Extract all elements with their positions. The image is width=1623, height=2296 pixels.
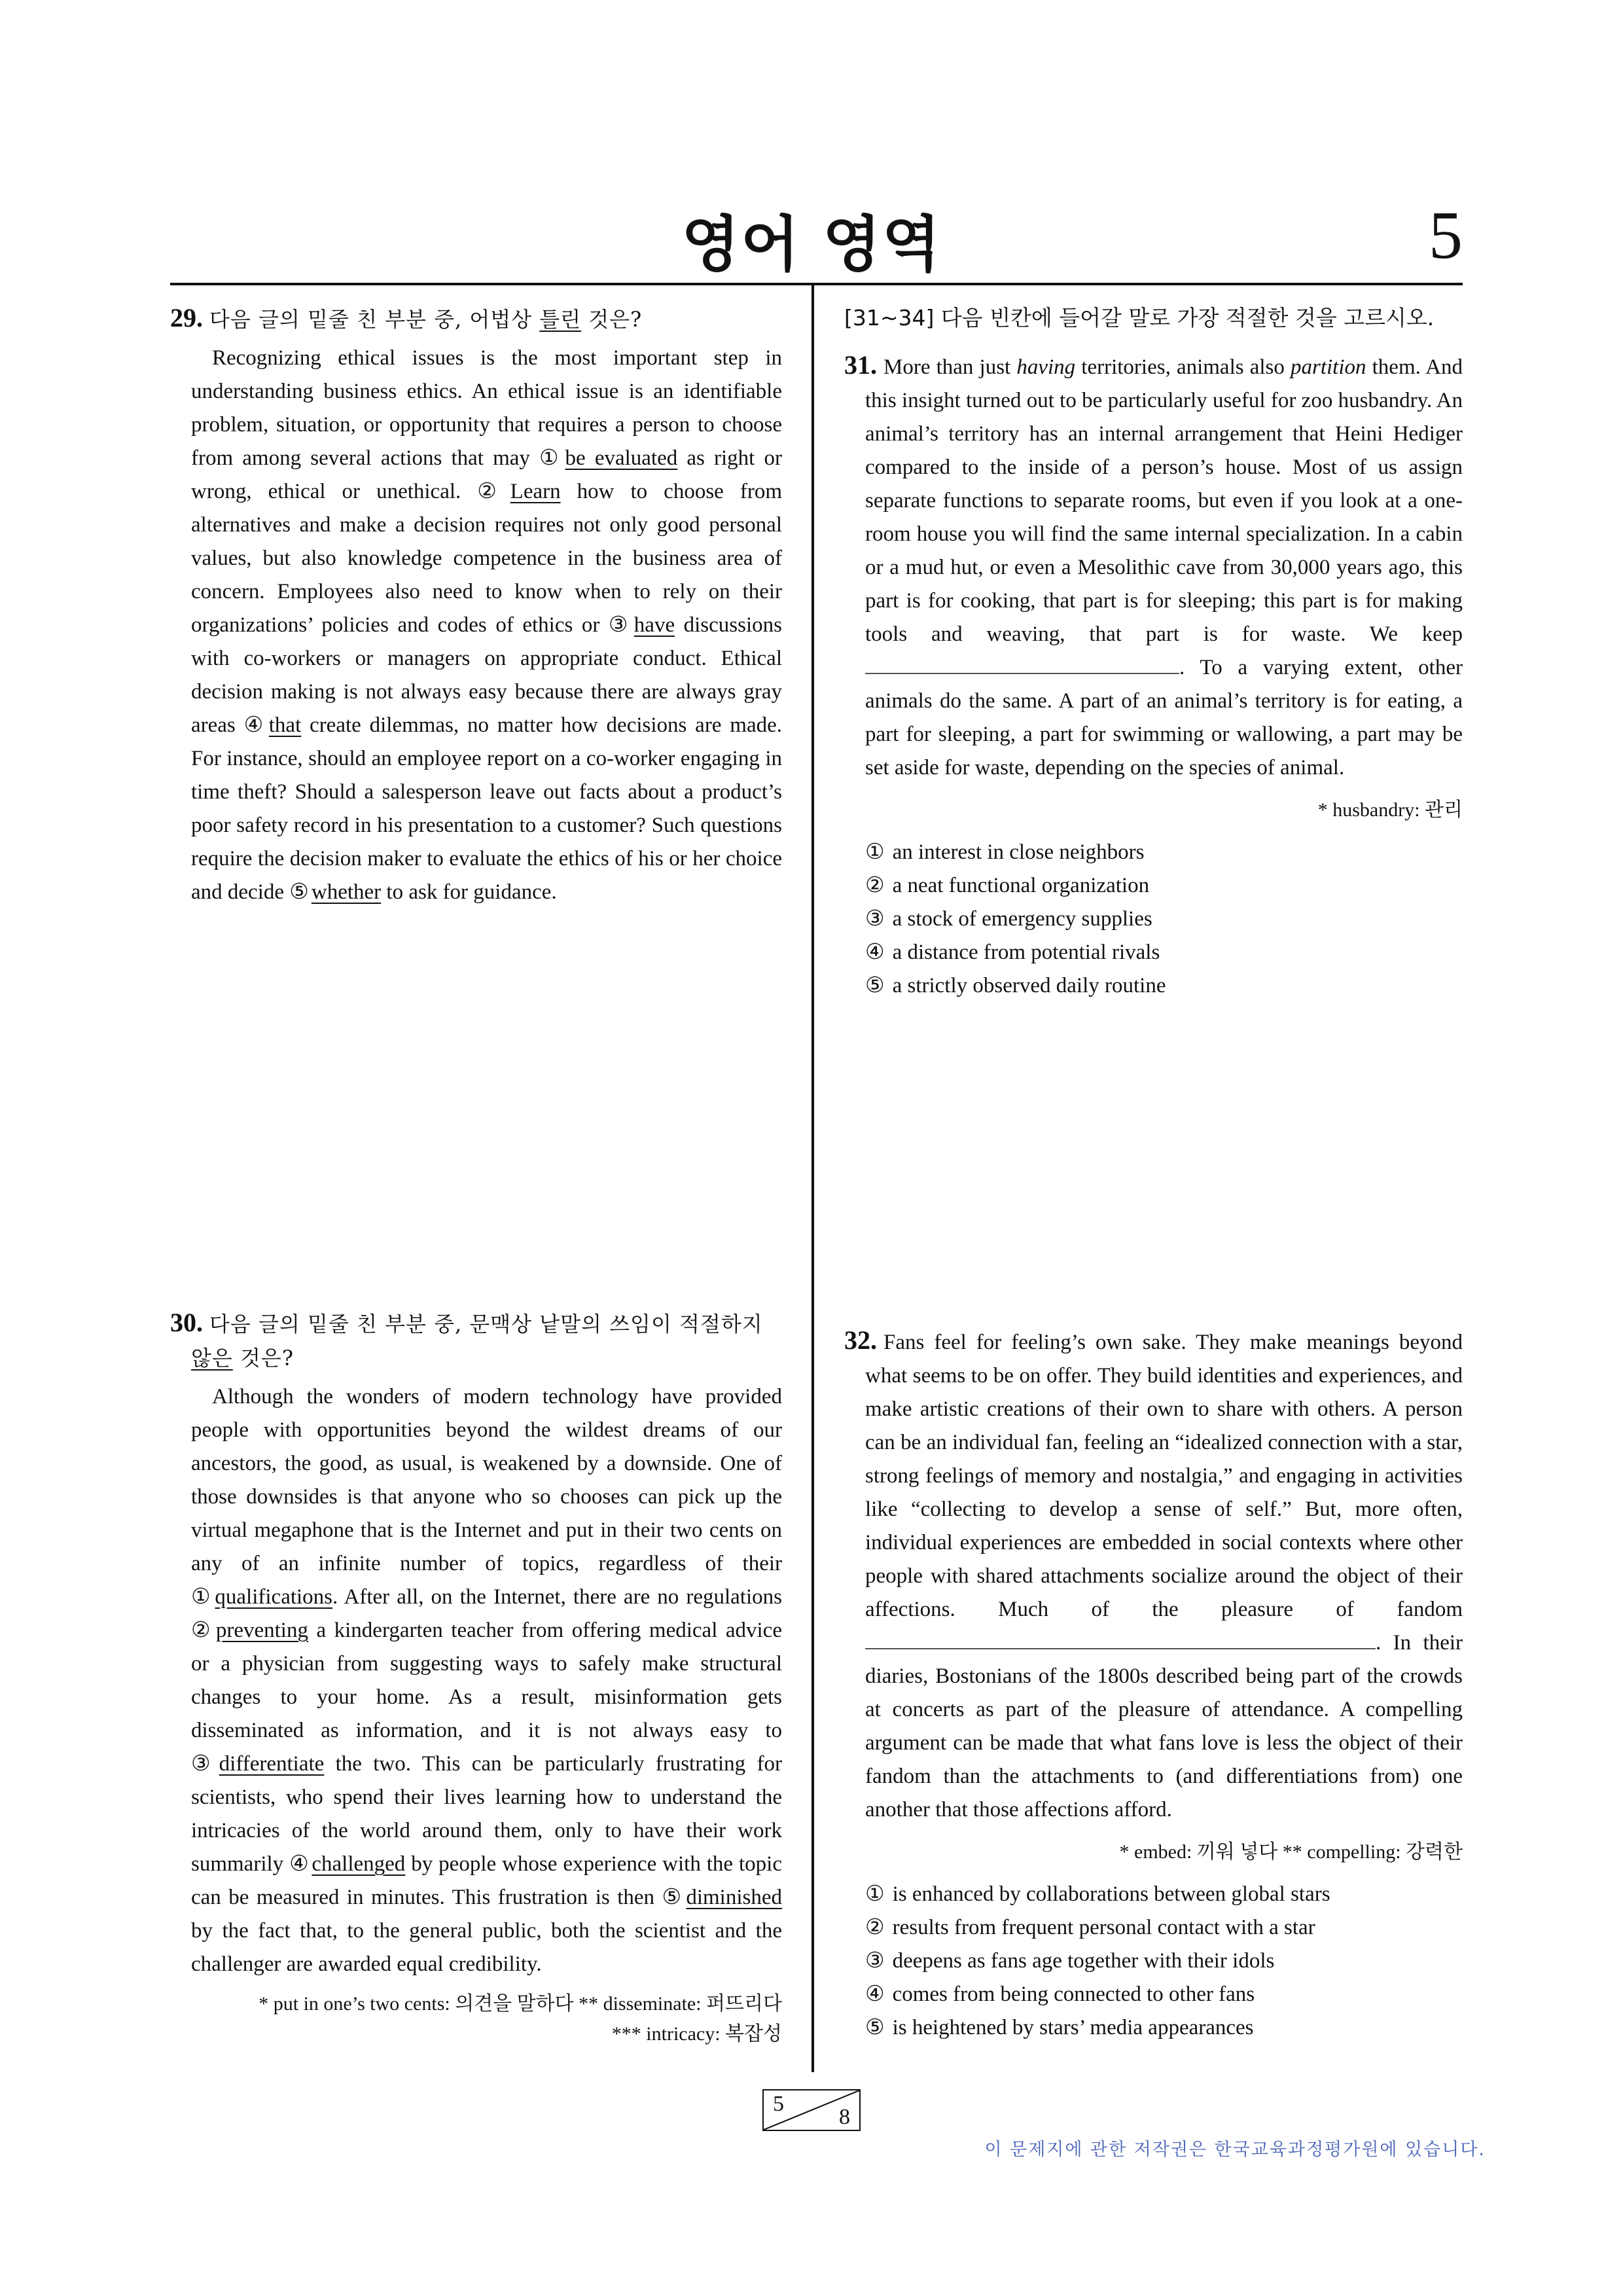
underlined-choice: whether xyxy=(311,880,382,904)
underlined-choice: preventing xyxy=(215,1619,308,1642)
question-29 xyxy=(170,301,782,909)
option-5[interactable]: ⑤ is heightened by stars’ media appearances xyxy=(865,2016,1254,2039)
underlined-choice: diminished xyxy=(686,1886,783,1909)
question-31-number: 31. xyxy=(844,350,877,380)
header-divider xyxy=(170,283,1463,285)
exam-section-title: 영어 영역 xyxy=(681,209,942,279)
underlined-choice: challenged xyxy=(312,1852,406,1876)
question-30-passage: Although the wonders of modern technology have provided people with opportunities beyond the wildest dreams of our ancestors, the good, as usual, is weakened by a downside. One of those downsides is that anyone who so chooses can pick up the virtual megaphone that is the Internet and put in their two cents on any of an infinite number of topics, regardless of their ① qualifications. After all, on the Internet, there are no regulations ② preventing a kindergarten teacher from offering medical advice or a physician from suggesting ways to safely make structural changes to your home. As a result, misinformation gets disseminated as information, and it is not always easy to ③ differentiate the two. This can be particularly frustrating for scientists, who spend their lives learning how to understand the intricacies of the world around them, only to have their work summarily ④ challenged by people whose experience with the topic can be measured in minutes. This frustration is then ⑤ diminished by the fact that, to the general public, both the scientist and the challenger are awarded equal credibility. xyxy=(191,1385,783,1976)
option-3[interactable]: ③ a stock of emergency supplies xyxy=(865,907,1152,931)
question-30-footnote: * put in one’s two cents: 의견을 말하다 ** disseminate: 퍼뜨리다 *** intricacy: 복잡성 xyxy=(259,1993,782,2045)
underlined-choice: Learn xyxy=(510,480,561,503)
option-4[interactable]: ④ a distance from potential rivals xyxy=(865,941,1160,964)
question-30 xyxy=(170,1306,782,2049)
question-29-passage: Recognizing ethical issues is the most important step in understanding business ethics. An ethical issue is an identifiable problem, situation, or opportunity that requires a person to choose from among several actions that may ① be evaluated as right or wrong, ethical or unethical. ② Learn how to choose from alternatives and make a decision requires not only good personal values, but also knowledge competence in the business area of concern. Employees also need to know when to rely on their organizations’ policies and codes of ethics or ③ have discussions with co-workers or managers on appropriate conduct. Ethical decision making is not always easy because there are always gray areas ④ that create dilemmas, no matter how decisions are made. For instance, should an employee report on a co-worker engaging in time theft? Should a salesperson leave out facts about a product’s poor safety record in his presentation to a customer? Such questions require the decision maker to evaluate the ethics of his or her choice and decide ⑤ whether to ask for guidance. xyxy=(191,346,782,904)
choice-marker: ③ xyxy=(191,1752,217,1776)
choice-marker: ⑤ xyxy=(289,880,309,904)
option-2[interactable]: ② results from frequent personal contact with a star xyxy=(865,1916,1315,1939)
choice-marker: ② xyxy=(191,1619,213,1642)
answer-blank xyxy=(865,1647,1376,1649)
choice-marker: ④ xyxy=(243,713,266,737)
question-31-footnote: * husbandry: 관리 xyxy=(1317,799,1463,821)
underlined-choice: that xyxy=(268,713,302,737)
question-31-options xyxy=(844,836,1463,1003)
question-group-instruction: [31~34] 다음 빈칸에 들어갈 말로 가장 적절한 것을 고르시오. xyxy=(844,305,1435,331)
option-3[interactable]: ③ deepens as fans age together with their idols xyxy=(865,1949,1275,1973)
question-32-passage: 32. Fans feel for feeling’s own sake. They make meanings beyond what seems to be on offer. They build identities and experiences, and make artistic creations of their own to share with others. A person can be an individual fan, feeling an “idealized connection with a star, strong feelings of memory and nostalgia,” and engaging in activities like “collecting to develop a sense of self.” But, more often, individual experiences are embedded in social contexts where other people with shared attachments socialize around the object of their affections. Much of the pleasure of fandom . In their diaries, Bostonians of the 1800s described being part of the crowds at concerts as part of the pleasure of attendance. A compelling argument can be made that what fans love is less the object of their fandom than the attachments to (and differentiations from) one another that those affections afford. xyxy=(844,1325,1463,1821)
option-5[interactable]: ⑤ a strictly observed daily routine xyxy=(865,974,1166,997)
option-2[interactable]: ② a neat functional organization xyxy=(865,874,1150,897)
current-page: 5 xyxy=(773,2092,784,2116)
choice-marker: ⑤ xyxy=(662,1886,684,1909)
underlined-choice: be evaluated xyxy=(565,446,678,470)
question-32-number: 32. xyxy=(844,1325,877,1355)
question-29-stem xyxy=(170,301,782,336)
question-32-options xyxy=(844,1878,1463,2045)
underlined-choice: have xyxy=(633,613,675,637)
question-32-footnote: * embed: 끼워 넣다 ** compelling: 강력한 xyxy=(1119,1841,1463,1863)
choice-marker: ① xyxy=(191,1585,213,1609)
answer-blank xyxy=(865,672,1179,674)
column-divider xyxy=(812,285,814,2072)
copyright-notice: 이 문제지에 관한 저작권은 한국교육과정평가원에 있습니다. xyxy=(984,2140,1486,2160)
choice-marker: ① xyxy=(539,446,563,470)
option-1[interactable]: ① an interest in close neighbors xyxy=(865,840,1145,864)
question-31-passage: 31. More than just having territories, animals also partition them. And this insight turned out to be particularly useful for zoo husbandry. An animal’s territory has an internal arrangement that Heini Hediger compared to the inside of a person’s house. Most of us assign separate functions to separate rooms, but even if you look at a one-room house you will find the same internal specialization. In a cabin or a mud hut, or even a Mesolithic cave from 30,000 years ago, this part is for cooking, that part is for sleeping; this part is for making tools and weaving, that part is for waste. We keep . To a varying extent, other animals do the same. A part of an animal’s territory is for eating, a part for sleeping, a part for swimming or wallowing, a part may be set aside for waste, depending on the species of animal. xyxy=(844,350,1463,780)
question-30-number: 30. xyxy=(170,1308,203,1337)
choice-marker: ③ xyxy=(608,613,632,637)
underlined-choice: differentiate xyxy=(219,1752,325,1776)
option-1[interactable]: ① is enhanced by collaborations between global stars xyxy=(865,1882,1330,1906)
option-4[interactable]: ④ comes from being connected to other fans xyxy=(865,1982,1255,2006)
question-29-number: 29. xyxy=(170,303,203,332)
total-pages: 8 xyxy=(839,2105,850,2129)
page-indicator xyxy=(762,2089,861,2131)
question-32 xyxy=(844,1323,1463,2045)
choice-marker: ④ xyxy=(289,1852,310,1876)
question-30-stem xyxy=(170,1306,782,1375)
question-31 xyxy=(844,348,1463,1003)
question-29-stem-text: 다음 글의 밑줄 친 부분 중, 어법상 틀린 것은? xyxy=(209,307,643,332)
page-number: 5 xyxy=(1429,198,1463,273)
underlined-choice: qualifications xyxy=(215,1585,333,1609)
choice-marker: ② xyxy=(477,480,508,503)
question-30-stem-text: 다음 글의 밑줄 친 부분 중, 문맥상 낱말의 쓰임이 적절하지 않은 것은? xyxy=(191,1312,763,1371)
